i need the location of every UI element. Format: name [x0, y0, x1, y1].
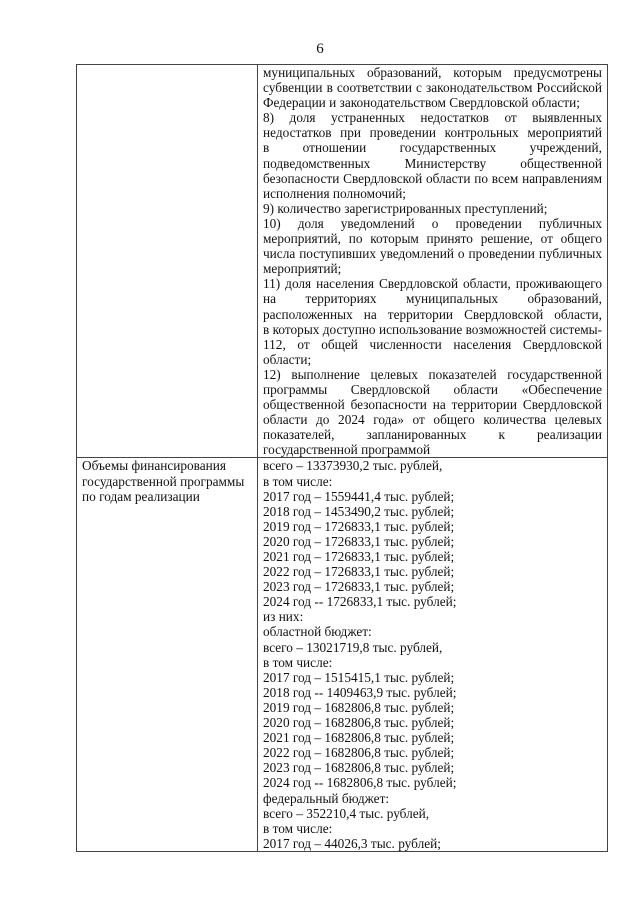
financing-value-line: 2021 год – 1726833,1 тыс. рублей; [263, 549, 455, 564]
indicator-text-line: 10) доля уведомлений о проведении публичных [263, 215, 602, 231]
financing-label-line: государственной программы [82, 473, 245, 489]
indicator-text-line: исполнения полномочий; [263, 185, 406, 201]
indicator-text-line: общественной безопасности на территории Свердловской [263, 397, 602, 413]
table-row-financing [77, 458, 608, 851]
indicator-text-line: подведомственных Министерству общественной [263, 155, 602, 171]
financing-value-line: федеральный бюджет: [263, 790, 390, 806]
financing-value-line: всего – 13021719,8 тыс. рублей, [263, 639, 443, 655]
financing-value-line: 2019 год – 1726833,1 тыс. рублей; [263, 518, 455, 534]
indicator-text-line: недостатков при проведении контрольных мероприятий [263, 125, 602, 141]
financing-values [258, 458, 608, 851]
financing-value-line: 2017 год – 44026,3 тыс. рублей; [263, 835, 441, 851]
financing-value-line: 2019 год – 1682806,8 тыс. рублей; [263, 699, 455, 715]
indicator-text-line: числа поступивших уведомлений о проведении публичных [263, 246, 602, 262]
indicator-text-line: расположенных на территории Свердловской области, [263, 306, 602, 322]
indicator-text-line: 9) количество зарегистрированных преступлений; [263, 200, 548, 216]
financing-value-line: всего – 13373930,2 тыс. рублей, [263, 458, 443, 474]
indicators-list [258, 65, 608, 458]
financing-value-line: в том числе: [263, 473, 333, 489]
table-row-indicators [77, 65, 608, 458]
financing-value-line: 2017 год – 1515415,1 тыс. рублей; [263, 669, 455, 685]
financing-value-line: 2017 год – 1559441,4 тыс. рублей; [263, 488, 455, 504]
indicator-text-line: 11) доля населения Свердловской области, проживающего [263, 276, 602, 292]
financing-value-line: 2018 год -- 1409463,9 тыс. рублей; [263, 684, 457, 700]
financing-value-line: из них: [263, 609, 304, 625]
financing-label-line: по годам реализации [82, 488, 200, 504]
indicator-text-line: на территориях муниципальных образований, [263, 291, 602, 307]
financing-value-line: 2020 год – 1682806,8 тыс. рублей; [263, 715, 455, 731]
financing-value-line: всего – 352210,4 тыс. рублей, [263, 805, 430, 821]
financing-value-line: в том числе: [263, 654, 333, 670]
financing-label [77, 458, 258, 851]
indicator-text-line: в отношении государственных учреждений, [263, 140, 602, 156]
financing-value-line: 2023 год – 1682806,8 тыс. рублей; [263, 760, 455, 776]
financing-value-line: 2022 год – 1682806,8 тыс. рублей; [263, 745, 455, 761]
financing-value-line: 2018 год – 1453490,2 тыс. рублей; [263, 503, 455, 519]
financing-value-line: 2020 год – 1726833,1 тыс. рублей; [263, 533, 455, 549]
indicator-text-line: мероприятий, по которым принято решение, от общего [263, 231, 602, 247]
financing-value-line: 2022 год – 1726833,1 тыс. рублей; [263, 564, 455, 580]
financing-value-line: областной бюджет: [263, 624, 372, 640]
financing-value-line: 2024 год -- 1682806,8 тыс. рублей; [263, 775, 457, 791]
indicator-text-line: мероприятий; [263, 261, 342, 277]
indicator-text-line: программы Свердловской области «Обеспечение [263, 381, 602, 397]
indicator-text-line: муниципальных образований, которым предусмотрены [263, 65, 602, 80]
indicator-text-line: показателей, запланированных к реализации [263, 427, 602, 443]
financing-value-line: 2023 год – 1726833,1 тыс. рублей; [263, 579, 455, 595]
indicator-text-line: Федерации и законодательством Свердловской области; [263, 95, 580, 111]
financing-label-line: Объемы финансирования [82, 458, 227, 474]
indicator-text-line: безопасности Свердловской области по всем направлениям [263, 170, 602, 186]
financing-value-line: 2021 год – 1682806,8 тыс. рублей; [263, 730, 455, 746]
indicator-text-line: области; [263, 351, 312, 367]
page-number: 6 [316, 41, 324, 57]
program-passport-table [76, 64, 608, 852]
indicator-text-line: области до 2024 года» от общего количества целевых [263, 412, 602, 428]
indicator-text-line: субвенции в соответствии с законодательством Российской [263, 80, 602, 96]
indicator-text-line: 112, от общей численности населения Свердловской [263, 336, 602, 352]
indicator-text-line: 12) выполнение целевых показателей государственной [263, 366, 602, 382]
indicator-text-line: 8) доля устраненных недостатков от выявленных [263, 110, 602, 126]
row-label-empty [77, 65, 258, 458]
indicator-text-line: в которых доступно использование возможностей системы- [263, 321, 602, 337]
financing-value-line: 2024 год -- 1726833,1 тыс. рублей; [263, 594, 457, 610]
financing-value-line: в том числе: [263, 820, 333, 836]
indicator-text-line: государственной программой [263, 442, 431, 458]
